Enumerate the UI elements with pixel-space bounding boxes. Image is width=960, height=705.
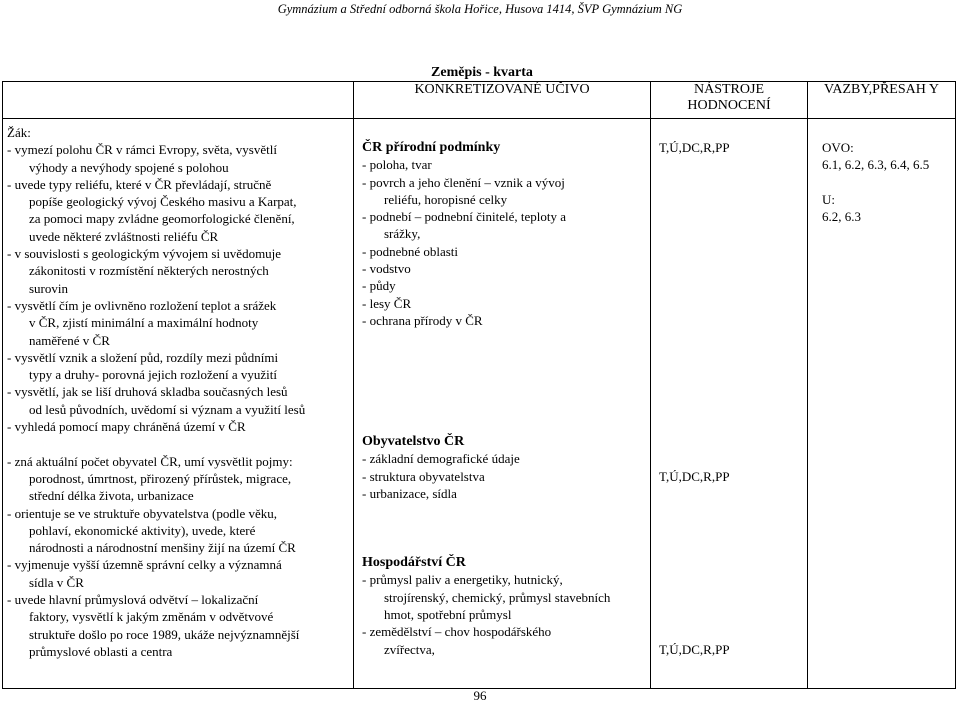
assessment-value [659, 329, 807, 346]
outcome-line: pohlaví, ekonomické aktivity), uvede, které [29, 522, 256, 538]
assessment-value [659, 433, 807, 450]
page-title: Zeměpis - kvarta [431, 65, 533, 80]
content-item: - podnebné oblasti [362, 243, 459, 259]
section-heading: Obyvatelstvo ČR [362, 434, 465, 450]
outcome-line: - uvede typy reliéfu, které v ČR převládají, stručně [7, 176, 272, 192]
section-heading: Hospodářství ČR [362, 555, 466, 571]
assessment-value [659, 398, 807, 415]
assessment-value: T,Ú,DC,R,PP [659, 140, 730, 155]
outcomes-list [3, 119, 353, 660]
assessment-value [659, 485, 807, 502]
outcome-line: - v souvislosti s geologickým vývojem si uvědomuje [7, 246, 282, 262]
table-body-row [3, 119, 956, 689]
content-item [362, 329, 650, 346]
assessment-value [659, 554, 807, 571]
content-item: srážky, [384, 226, 421, 242]
assessment-value [659, 606, 807, 623]
outcome-line: v ČR, zjistí minimální a maximální hodnoty [29, 315, 259, 331]
outcome-line: surovin [29, 280, 68, 296]
content-item: - podnebí – podnební činitelé, teploty a [362, 209, 566, 225]
outcome-line: naměřené v ČR [29, 332, 110, 348]
link-line: U: [822, 191, 835, 207]
links-cell [808, 119, 956, 689]
content-item: - urbanizace, sídla [362, 485, 457, 501]
page-number: 96 [473, 688, 487, 703]
table-header-row [3, 82, 956, 119]
assessment-value [659, 208, 807, 225]
outcome-line: - vysvětlí, jak se liší druhová skladba současných lesů [7, 384, 288, 400]
content-item: - vodstvo [362, 261, 411, 277]
assessment-value [659, 295, 807, 312]
content-item [362, 364, 650, 381]
outcome-line: - vysvětlí čím je ovlivněno rozložení teplot a srážek [7, 297, 277, 313]
assessment-value [659, 364, 807, 381]
assessment-value [659, 243, 807, 260]
outcome-line: popíše geologický vývoj Českého masivu a Karpat, [29, 194, 297, 210]
outcome-line: Žák: [7, 125, 31, 140]
assessment-value [659, 156, 807, 173]
header-links: VAZBY,PŘESAH Y [808, 82, 956, 119]
assessment-value: T,Ú,DC,R,PP [659, 468, 730, 484]
school-header: Gymnázium a Střední odborná škola Hořice, Husova 1414, ŠVP Gymnázium NG [277, 2, 683, 16]
assessment-value [659, 416, 807, 433]
content-item: - lesy ČR [362, 295, 412, 311]
link-line [822, 174, 955, 191]
outcome-line: výhody a nevýhody spojené s polohou [29, 159, 229, 175]
content-item: - povrch a jeho členění – vznik a vývoj [362, 174, 565, 190]
content-item: - poloha, tvar [362, 157, 432, 173]
content-item [362, 520, 650, 537]
header-outcomes [3, 82, 354, 119]
outcome-line: střední délka života, urbanizace [29, 488, 194, 504]
assessment-value [659, 191, 807, 208]
content-item [362, 347, 650, 364]
link-line: 6.2, 6.3 [822, 209, 861, 225]
content-item [362, 416, 650, 433]
assessment-value [659, 623, 807, 640]
outcome-line: - orientuje se ve struktuře obyvatelstva (podle věku, [7, 505, 278, 521]
content-item [362, 381, 650, 398]
section-heading: ČR přírodní podmínky [362, 140, 501, 155]
outcome-line: sídla v ČR [29, 574, 84, 590]
content-item: strojírenský, chemický, průmysl stavebních [384, 589, 611, 605]
outcome-line: porodnost, úmrtnost, přirozený přírůstek, migrace, [29, 470, 292, 486]
outcome-line: - vymezí polohu ČR v rámci Evropy, světa, vysvětlí [7, 142, 277, 158]
assessment-list [651, 119, 807, 658]
link-line: 6.1, 6.2, 6.3, 6.4, 6.5 [822, 157, 930, 173]
content-item: - ochrana přírody v ČR [362, 312, 483, 328]
assessment-value [659, 571, 807, 588]
curriculum-table [2, 81, 956, 689]
outcome-line: typy a druhy- porovná jejich rozložení a využití [29, 367, 278, 383]
content-item: hmot, spotřební průmysl [384, 607, 512, 623]
header-content: KONKRETIZOVANÉ UČIVO [354, 82, 651, 119]
assessment-value [659, 277, 807, 294]
content-item [362, 537, 650, 554]
outcome-line: - vyhledá pomocí mapy chráněná území v ČR [7, 419, 246, 435]
assessment-value [659, 537, 807, 554]
assessment-cell [651, 119, 808, 689]
content-item: - půdy [362, 278, 396, 294]
content-item: - struktura obyvatelstva [362, 468, 485, 484]
outcome-line: za pomoci mapy zvládne geomorfologické členění, [29, 211, 295, 227]
link-line: OVO: [822, 140, 854, 155]
content-item [362, 398, 650, 415]
outcome-line: průmyslové oblasti a centra [29, 643, 173, 659]
outcome-line: zákonitosti v rozmístění některých nerostných [29, 263, 269, 279]
outcome-line: faktory, vysvětlí k jakým změnám v odvětvové [29, 609, 274, 625]
content-item: zvířectva, [384, 641, 435, 657]
outcome-line: - vyjmenuje vyšší územně správní celky a významná [7, 557, 282, 573]
links-list [808, 119, 955, 225]
assessment-value [659, 520, 807, 537]
assessment-value [659, 174, 807, 191]
content-item [362, 502, 650, 519]
outcome-line: národnosti a národnostní menšiny žijí na území ČR [29, 540, 296, 556]
content-item: reliéfu, horopisné celky [384, 191, 508, 207]
outcome-line: uvede některé zvláštnosti reliéfu ČR [29, 228, 219, 244]
outcomes-cell [3, 119, 354, 689]
outcome-line: - zná aktuální počet obyvatel ČR, umí vysvětlit pojmy: [7, 453, 293, 469]
header-assessment: NÁSTROJE HODNOCENÍ [651, 82, 808, 119]
assessment-value [659, 312, 807, 329]
assessment-value [659, 589, 807, 606]
assessment-value [659, 502, 807, 519]
content-item: - průmysl paliv a energetiky, hutnický, [362, 572, 563, 588]
outcome-line [7, 435, 353, 452]
content-item: - základní demografické údaje [362, 451, 520, 467]
outcome-line: struktuře došlo po roce 1989, ukáže nejvýznamnější [29, 626, 300, 642]
assessment-value [659, 450, 807, 467]
assessment-value [659, 260, 807, 277]
outcome-line: - uvede hlavní průmyslová odvětví – lokalizační [7, 592, 259, 608]
outcome-line: - vysvětlí vznik a složení půd, rozdíly mezi půdními [7, 349, 279, 365]
assessment-value [659, 381, 807, 398]
content-item: - zemědělství – chov hospodářského [362, 624, 552, 640]
content-list [354, 119, 650, 658]
content-cell [354, 119, 651, 689]
outcome-line: od lesů původních, uvědomí si význam a využití lesů [29, 401, 306, 417]
assessment-value [659, 347, 807, 364]
assessment-value: T,Ú,DC,R,PP [659, 641, 730, 657]
assessment-value [659, 225, 807, 242]
